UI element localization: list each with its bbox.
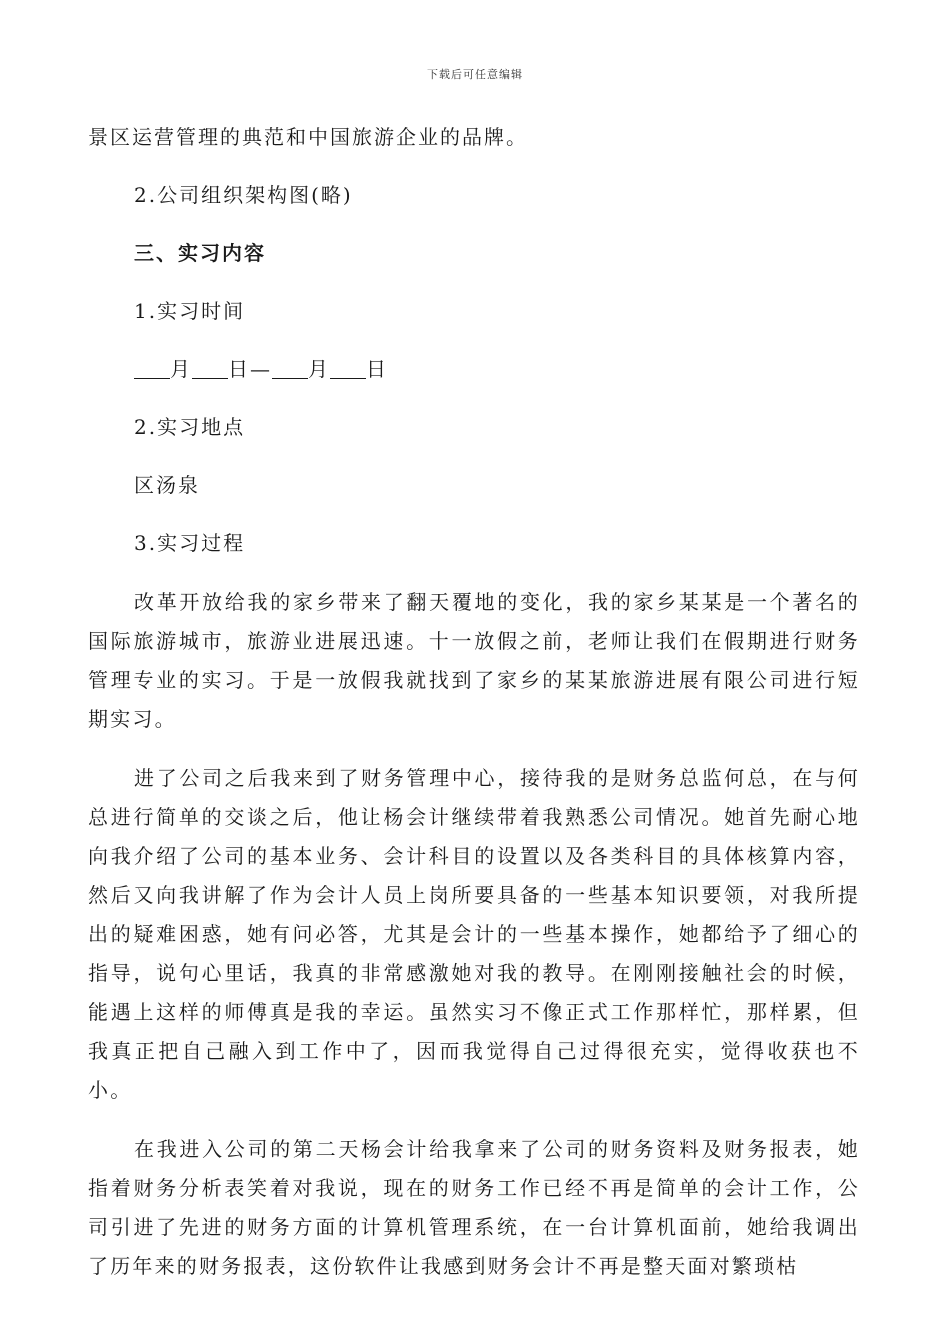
section-heading: 三、实习内容 bbox=[134, 241, 266, 265]
continuation-line: 景区运营管理的典范和中国旅游企业的品牌。 bbox=[88, 125, 528, 149]
internship-place-value: 区汤泉 bbox=[134, 473, 200, 497]
blank-day-start bbox=[192, 358, 228, 379]
blank-month-end bbox=[272, 358, 308, 379]
internship-time-label: 1.实习时间 bbox=[134, 299, 246, 323]
document-body bbox=[88, 118, 860, 1286]
internship-process-label: 3.实习过程 bbox=[134, 531, 246, 555]
page-header-note: 下载后可任意编辑 bbox=[427, 68, 523, 81]
blank-month-start bbox=[134, 358, 170, 379]
month-end-label: 月 bbox=[308, 357, 330, 381]
body-paragraph: 改革开放给我的家乡带来了翻天覆地的变化，我的家乡某某是一个著名的国际旅游城市，旅游业进展迅速。十一放假之前，老师让我们在假期进行财务管理专业的实习。于是一放假我就找到了家乡的某某旅游进展有限公司进行短期实习。 bbox=[88, 590, 860, 731]
day-end-label: 日 bbox=[366, 357, 388, 381]
blank-day-end bbox=[330, 358, 366, 379]
body-paragraph: 在我进入公司的第二天杨会计给我拿来了公司的财务资料及财务报表，她指着财务分析表笑着对我说，现在的财务工作已经不再是简单的会计工作，公司引进了先进的财务方面的计算机管理系统，在一台计算机面前，她给我调出了历年来的财务报表，这份软件让我感到财务会计不再是整天面对繁琐枯 bbox=[88, 1137, 860, 1278]
day-start-label: 日— bbox=[228, 357, 272, 381]
org-chart-item: 2.公司组织架构图(略) bbox=[134, 183, 353, 207]
month-start-label: 月 bbox=[170, 357, 192, 381]
internship-date-range bbox=[88, 350, 860, 389]
internship-place-label: 2.实习地点 bbox=[134, 415, 246, 439]
body-paragraph: 进了公司之后我来到了财务管理中心，接待我的是财务总监何总，在与何总进行简单的交谈之后，他让杨会计继续带着我熟悉公司情况。她首先耐心地向我介绍了公司的基本业务、会计科目的设置以及各类科目的具体核算内容，然后又向我讲解了作为会计人员上岗所要具备的一些基本知识要领，对我所提出的疑难困惑，她有问必答，尤其是会计的一些基本操作，她都给予了细心的指导，说句心里话，我真的非常感激她对我的教导。在刚刚接触社会的时候，能遇上这样的师傅真是我的幸运。虽然实习不像正式工作那样忙，那样累，但我真正把自己融入到工作中了，因而我觉得自己过得很充实，觉得收获也不小。 bbox=[88, 766, 860, 1102]
